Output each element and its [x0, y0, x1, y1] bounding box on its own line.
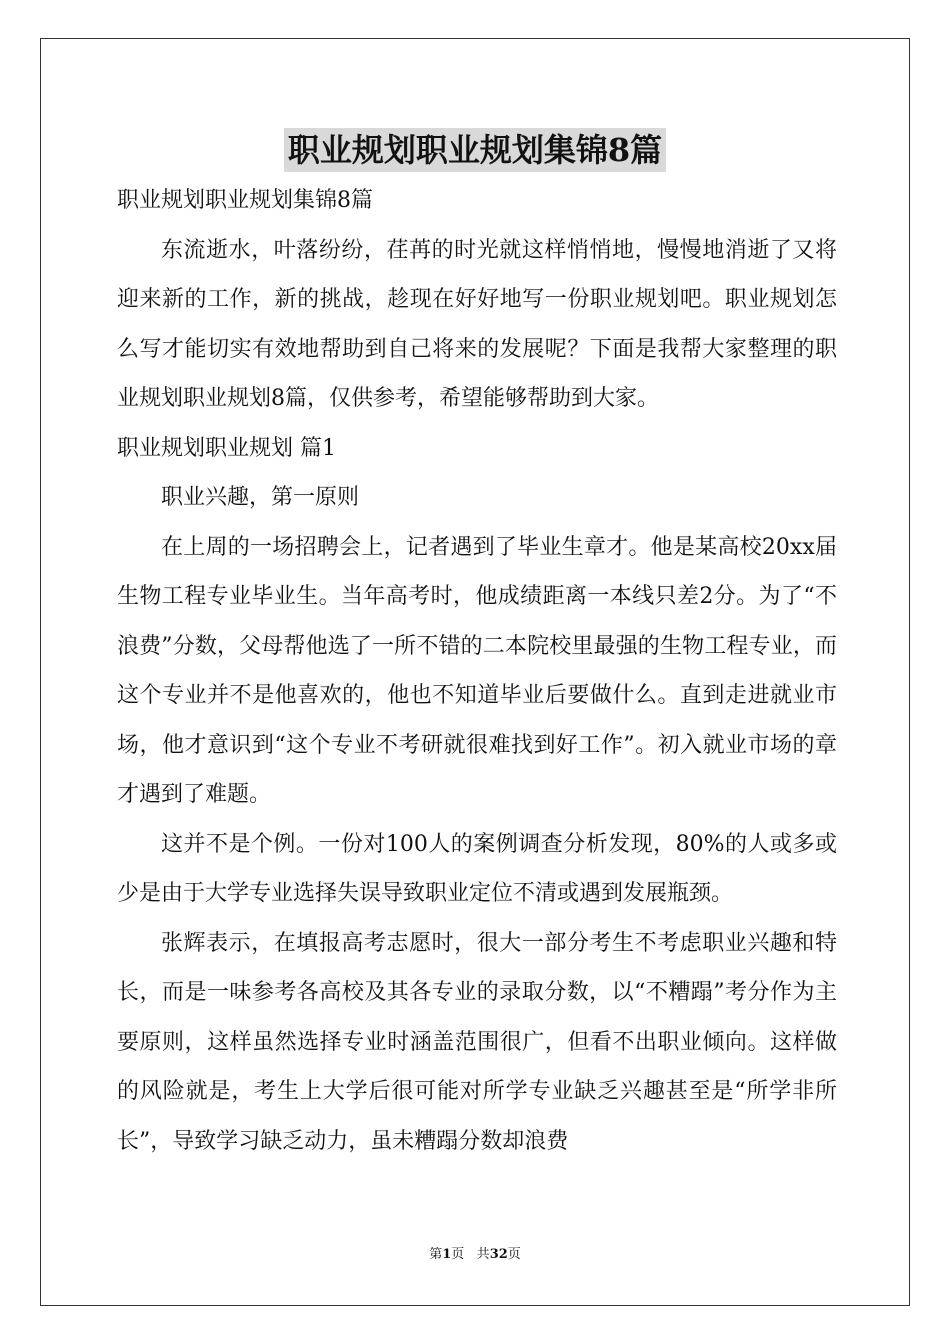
- page-footer: [0, 1246, 950, 1264]
- page-number: 1: [442, 1247, 452, 1262]
- page-suffix: 页: [451, 1247, 465, 1262]
- total-pages: 32: [489, 1247, 508, 1262]
- title-wrap: [0, 128, 950, 172]
- paragraph-subheading: 职业兴趣，第一原则: [161, 485, 360, 510]
- document-body: [117, 176, 837, 1166]
- total-prefix: 共: [476, 1247, 490, 1262]
- page-prefix: 第: [429, 1247, 443, 1262]
- paragraph-body: 在上周的一场招聘会上，记者遇到了毕业生章才。他是某高校20xx届生物工程专业毕业生。当年高考时，他成绩距离一本线只差2分。为了“不浪费”分数，父母帮他选了一所不错的二本院校里最强的生物工程专业，而这个专业并不是他喜欢的，他也不知道毕业后要做什么。直到走进就业市场，他才意识到“这个专业不考研就很难找到好工作”。初入就业市场的章才遇到了难题。: [117, 534, 837, 807]
- total-suffix: 页: [507, 1247, 521, 1262]
- paragraph-subtitle: 职业规划职业规划集锦8篇: [117, 188, 373, 213]
- paragraph-body: 这并不是个例。一份对100人的案例调查分析发现，80%的人或多或少是由于大学专业选择失误导致职业定位不清或遇到发展瓶颈。: [117, 831, 837, 906]
- paragraph-intro: 东流逝水，叶落纷纷，荏苒的时光就这样悄悄地，慢慢地消逝了又将迎来新的工作，新的挑战，趁现在好好地写一份职业规划吧。职业规划怎么写才能切实有效地帮助到自己将来的发展呢？下面是我帮大家整理的职业规划职业规划8篇，仅供参考，希望能够帮助到大家。: [117, 237, 837, 411]
- paragraph-body: 张辉表示，在填报高考志愿时，很大一部分考生不考虑职业兴趣和特长，而是一味参考各高校及其各专业的录取分数，以“不糟蹋”考分作为主要原则，这样虽然选择专业时涵盖范围很广，但看不出职业倾向。这样做的风险就是，考生上大学后很可能对所学专业缺乏兴趣甚至是“所学非所长”，导致学习缺乏动力，虽未糟蹋分数却浪费: [117, 930, 837, 1154]
- document-title: 职业规划职业规划集锦8篇: [284, 128, 666, 172]
- section-heading: 职业规划职业规划 篇1: [117, 435, 336, 461]
